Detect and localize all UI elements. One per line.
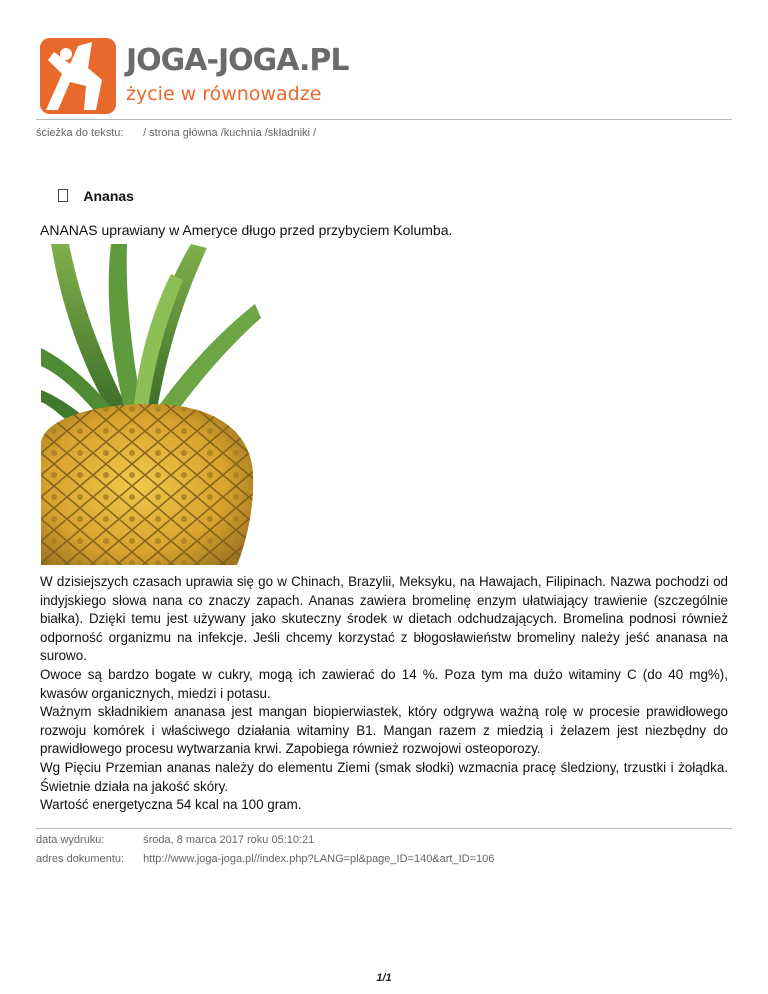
bullet-box-icon — [58, 189, 68, 202]
logo-title: JOGA-JOGA.PL — [126, 43, 349, 78]
article-paragraph: Wg Pięciu Przemian ananas należy do elementu Ziemi (smak słodki) wzmacnia pracę śledziony, trzustki i żołądka. Świetnie działa na jakość skóry. — [40, 759, 728, 794]
breadcrumb — [36, 127, 316, 139]
document-address-row — [36, 853, 494, 865]
footer-divider — [36, 828, 732, 829]
document-address-label: adres dokumentu: — [36, 853, 125, 865]
article-title-row — [58, 188, 134, 204]
article-paragraph: Ważnym składnikiem ananasa jest mangan biopierwiastek, który odgrywa ważną rolę w procesie prawidłowego rozwoju komórek i właściwego działania witaminy B1. Mangan razem z miedzią i żelazem jest niezbędny do prawidłowego procesu wytwarzania krwi. Zapobiega również rozwojowi osteoporozy. — [40, 704, 728, 757]
article-title: Ananas — [83, 188, 134, 204]
page-number: 1/1 — [376, 972, 392, 984]
yoga-figure-icon — [40, 38, 116, 114]
breadcrumb-label: ścieżka do tekstu: — [36, 127, 124, 139]
breadcrumb-path: / strona główna /kuchnia /składniki / — [143, 127, 317, 139]
pineapple-photo — [41, 244, 263, 565]
header-divider — [36, 119, 732, 120]
article-paragraph: W dzisiejszych czasach uprawia się go w Chinach, Brazylii, Meksyku, na Hawajach, Filipinach. Nazwa pochodzi od indyjskiego słowa nana co znaczy zapach. Ananas zawiera bromelinę enzym ułatwiający trawienie (szczególnie białka). Dzięki temu jest używany jako skuteczny środek w dietach odchudzających. Bromelina podnosi również odporność organizmu na infekcje. Jeśli chcemy korzystać z błogosławieństw bromeliny należy jeść ananasa na surowo. — [40, 574, 728, 664]
article-lead: ANANAS uprawiany w Ameryce długo przed przybyciem Kolumba. — [40, 222, 453, 238]
site-logo — [40, 38, 360, 114]
print-date-label: data wydruku: — [36, 834, 105, 846]
article-paragraph: Wartość energetyczna 54 kcal na 100 gram. — [40, 797, 302, 813]
logo-subtitle: życie w równowadze — [126, 83, 322, 105]
article-body — [40, 573, 728, 815]
article-paragraph: Owoce są bardzo bogate w cukry, mogą ich zawierać do 14 %. Poza tym ma dużo witaminy C (do 40 mg%), kwasów organicznych, miedzi i potasu. — [40, 666, 728, 701]
print-date-row — [36, 834, 314, 846]
print-date-value: środa, 8 marca 2017 roku 05:10:21 — [143, 834, 315, 846]
document-address-link[interactable]: http://www.joga-joga.pl//index.php?LANG=pl&page_ID=140&art_ID=106 — [143, 853, 495, 865]
